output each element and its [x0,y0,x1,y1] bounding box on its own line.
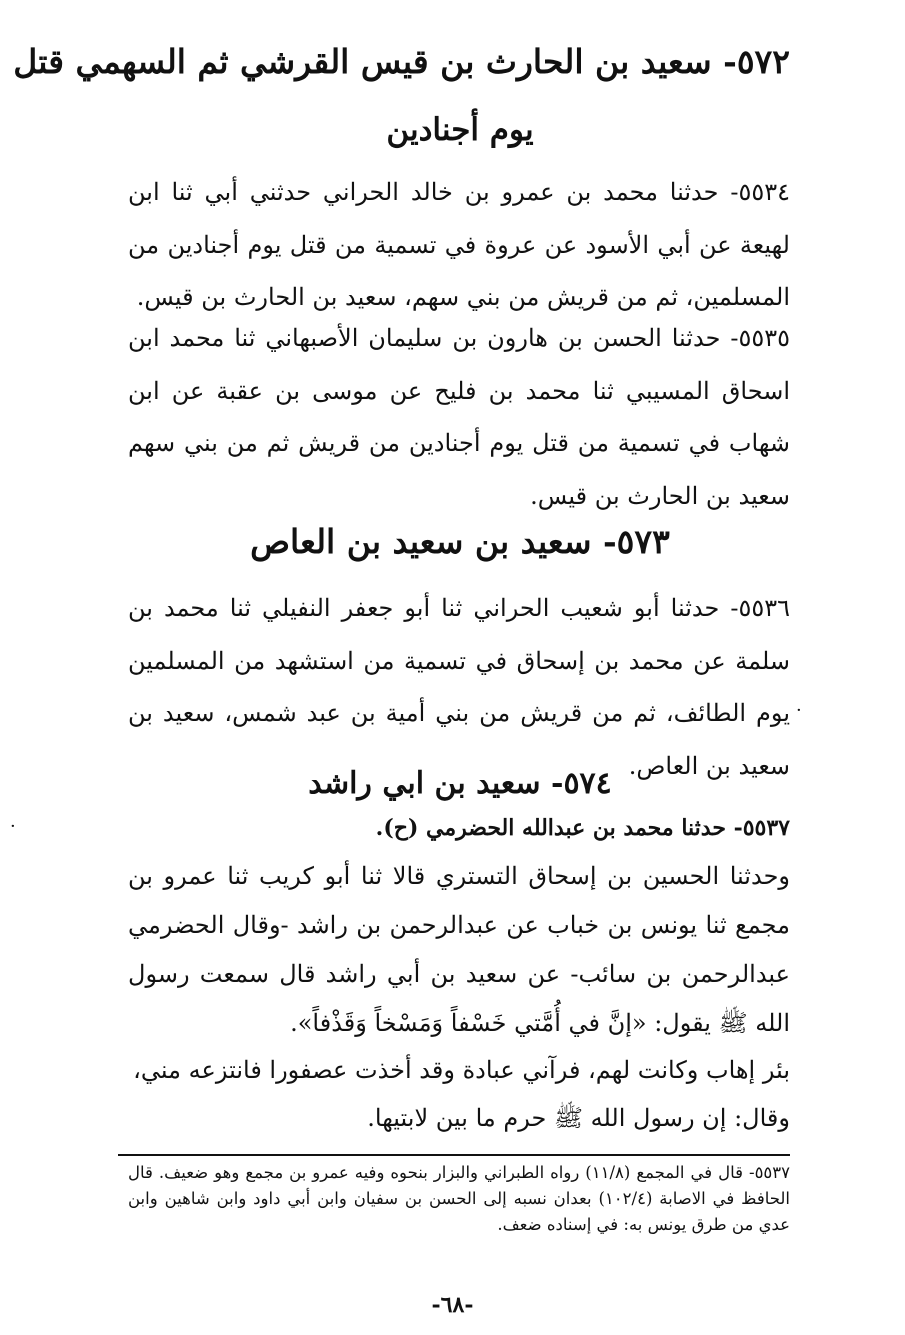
page-number: -٦٨- [431,1292,474,1318]
footnote-divider [118,1154,790,1156]
extra-line-2: وقال: إن رسول الله ﷺ حرم ما بين لابتيها. [367,1104,790,1132]
hadith-5534: ٥٥٣٤- حدثنا محمد بن عمرو بن خالد الحراني حدثني أبي ثنا ابن لهيعة عن أبي الأسود عن عروة في تسمية من قتل يوم أجنادين من المسلمين، ثم من قريش من بني سهم، سعيد بن الحارث بن قيس. [128,178,790,311]
margin-dot-mark: · [796,700,802,721]
hadith-5536: ٥٥٣٦- حدثنا أبو شعيب الحراني ثنا أبو جعفر النفيلي ثنا محمد بن سلمة عن محمد بن إسحاق في تسمية من استشهد من المسلمين يوم الطائف، ثم من قريش من بني أمية بن عبد شمس، سعيد بن سعيد بن العاص. [128,594,790,780]
footnote-5537: ٥٥٣٧- قال في المجمع (١١/٨) رواه الطبراني والبزار بنحوه وفيه عمرو بن مجمع وهو ضعيف. قال الحافظ في الاصابة (١٠٢/٤) بعدان نسبه إلى الحسن بن سفيان وابن أبي داود وابن شاهين وابن عدي من طرق يونس به: في إسناده ضعف. [128,1163,791,1234]
entry-572-heading: ٥٧٢- سعيد بن الحارث بن قيس القرشي ثم السهمي قتل [13,42,790,81]
hadith-5535: ٥٥٣٥- حدثنا الحسن بن هارون بن سليمان الأصبهاني ثنا محمد ابن اسحاق المسيبي ثنا محمد بن فليح عن موسى بن عقبة عن ابن شهاب في تسمية من قتل يوم أجنادين من قريش ثم من بني سهم سعيد بن الحارث بن قيس. [128,324,790,510]
entry-573-heading: ٥٧٣- سعيد بن سعيد بن العاص [250,522,670,561]
entry-574-heading: ٥٧٤- سعيد بن ابي راشد [308,766,612,801]
hadith-5537-first-line: ٥٥٣٧- حدثنا محمد بن عبدالله الحضرمي (ح). [375,815,790,841]
extra-line-1: بئر إهاب وكانت لهم، فرآني عبادة وقد أخذت عصفورا فانتزعه مني، [133,1056,790,1084]
entry-572-heading-continued: يوم أجنادين [386,112,534,148]
hadith-5537-body: وحدثنا الحسين بن إسحاق التستري قالا ثنا أبو كريب ثنا عمرو بن مجمع ثنا يونس بن خباب عن عبدالرحمن بن راشد -وقال الحضرمي عبدالرحمن بن سائب- عن سعيد بن أبي راشد قال سمعت رسول الله ﷺ يقول: «إنَّ في أُمَّتي خَسْفاً وَمَسْخاً وَقَذْفاً». [128,862,790,1037]
margin-dot-mark: · [10,816,16,837]
